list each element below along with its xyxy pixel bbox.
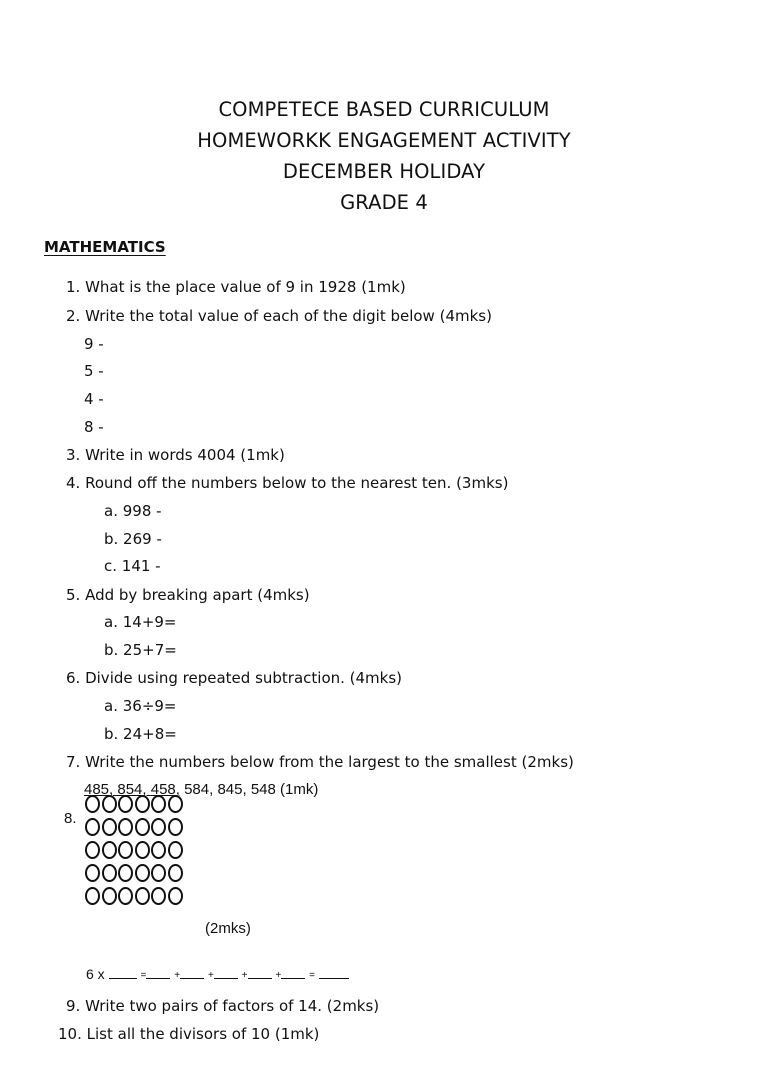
- question-5: [66, 586, 310, 604]
- circle-icon: [118, 818, 133, 836]
- q2-item: 9 -: [84, 335, 104, 353]
- circle-grid: [85, 793, 205, 908]
- question-number: 10.: [58, 1025, 82, 1043]
- header-line-1: COMPETECE BASED CURRICULUM: [218, 98, 550, 121]
- question-text: List all the divisors of 10 (1mk): [86, 1025, 320, 1043]
- circle-icon: [85, 864, 100, 882]
- q7-numbers-first: 485, 854, 458,: [84, 781, 180, 798]
- question-4: [66, 474, 508, 492]
- q5-item: b. 25+7=: [104, 641, 177, 659]
- circle-icon: [85, 795, 100, 813]
- circle-row: [85, 885, 205, 908]
- question-text: Write two pairs of factors of 14. (2mks): [85, 997, 380, 1015]
- question-number: 9.: [66, 997, 81, 1015]
- circle-icon: [118, 841, 133, 859]
- question-number: 1.: [66, 278, 81, 296]
- answer-blank[interactable]: [180, 966, 204, 979]
- question-text: What is the place value of 9 in 1928 (1mk): [85, 278, 406, 296]
- question-number: 2.: [66, 307, 81, 325]
- q2-item: 8 -: [84, 418, 104, 436]
- circle-icon: [151, 841, 166, 859]
- circle-icon: [135, 795, 150, 813]
- circle-icon: [135, 887, 150, 905]
- circle-row: [85, 839, 205, 862]
- circle-icon: [102, 841, 117, 859]
- circle-icon: [118, 887, 133, 905]
- question-number: 6.: [66, 669, 81, 687]
- question-8-marks: (2mks): [205, 920, 251, 937]
- header-line-3: DECEMBER HOLIDAY: [282, 160, 486, 183]
- q4-item: b. 269 -: [104, 530, 162, 548]
- q5-item: a. 14+9=: [104, 613, 177, 631]
- answer-blank[interactable]: [248, 966, 272, 979]
- circle-icon: [85, 887, 100, 905]
- question-text: Write in words 4004 (1mk): [85, 446, 285, 464]
- question-1: [66, 278, 406, 296]
- q8-equation-line: [86, 966, 349, 982]
- question-number: 7.: [66, 753, 81, 771]
- question-10: [58, 1025, 319, 1043]
- answer-blank[interactable]: [146, 966, 170, 979]
- q2-item: 5 -: [84, 362, 104, 380]
- q6-item: b. 24+8=: [104, 725, 177, 743]
- circle-row: [85, 862, 205, 885]
- circle-icon: [168, 864, 183, 882]
- eq-plus: +: [275, 970, 282, 981]
- circle-icon: [102, 887, 117, 905]
- question-8-number: 8.: [64, 810, 77, 827]
- header-line-2: HOMEWORKK ENGAGEMENT ACTIVITY: [197, 129, 571, 152]
- circle-icon: [118, 864, 133, 882]
- circle-icon: [85, 818, 100, 836]
- question-2: [66, 307, 492, 325]
- question-number: 5.: [66, 586, 81, 604]
- eq-plus: +: [241, 970, 248, 981]
- question-text: Round off the numbers below to the nearest ten. (3mks): [85, 474, 509, 492]
- circle-icon: [168, 818, 183, 836]
- answer-blank[interactable]: [319, 966, 349, 979]
- circle-icon: [135, 841, 150, 859]
- answer-blank[interactable]: [214, 966, 238, 979]
- circle-icon: [151, 864, 166, 882]
- circle-icon: [102, 818, 117, 836]
- circle-icon: [168, 841, 183, 859]
- question-9: [66, 997, 379, 1015]
- circle-icon: [168, 887, 183, 905]
- circle-icon: [151, 795, 166, 813]
- circle-row: [85, 793, 205, 816]
- question-6: [66, 669, 402, 687]
- q7-numbers-rest: 584, 845, 548 (1mk): [179, 781, 319, 798]
- circle-icon: [102, 864, 117, 882]
- question-text: Write the total value of each of the digit below (4mks): [85, 307, 492, 325]
- subject-heading: MATHEMATICS: [44, 238, 166, 256]
- q2-item: 4 -: [84, 390, 104, 408]
- circle-icon: [151, 887, 166, 905]
- circle-icon: [151, 818, 166, 836]
- question-text: Write the numbers below from the largest to the smallest (2mks): [85, 753, 574, 771]
- circle-icon: [118, 795, 133, 813]
- circle-icon: [135, 818, 150, 836]
- eq-start: 6 x: [86, 966, 105, 982]
- header-line-4: GRADE 4: [340, 191, 428, 214]
- eq-end-equals: =: [309, 970, 315, 981]
- question-number: 3.: [66, 446, 81, 464]
- eq-equals: =: [140, 970, 147, 981]
- question-number: 4.: [66, 474, 81, 492]
- question-7: [66, 753, 574, 771]
- eq-plus: +: [174, 970, 181, 981]
- circle-icon: [102, 795, 117, 813]
- circle-icon: [85, 841, 100, 859]
- q4-item: c. 141 -: [104, 557, 161, 575]
- answer-blank[interactable]: [281, 966, 305, 979]
- question-3: [66, 446, 285, 464]
- q6-item: a. 36÷9=: [104, 697, 177, 715]
- eq-plus: +: [207, 970, 214, 981]
- answer-blank[interactable]: [109, 966, 137, 979]
- question-text: Divide using repeated subtraction. (4mks): [85, 669, 403, 687]
- circle-row: [85, 816, 205, 839]
- circle-icon: [168, 795, 183, 813]
- question-text: Add by breaking apart (4mks): [85, 586, 310, 604]
- q4-item: a. 998 -: [104, 502, 162, 520]
- circle-icon: [135, 864, 150, 882]
